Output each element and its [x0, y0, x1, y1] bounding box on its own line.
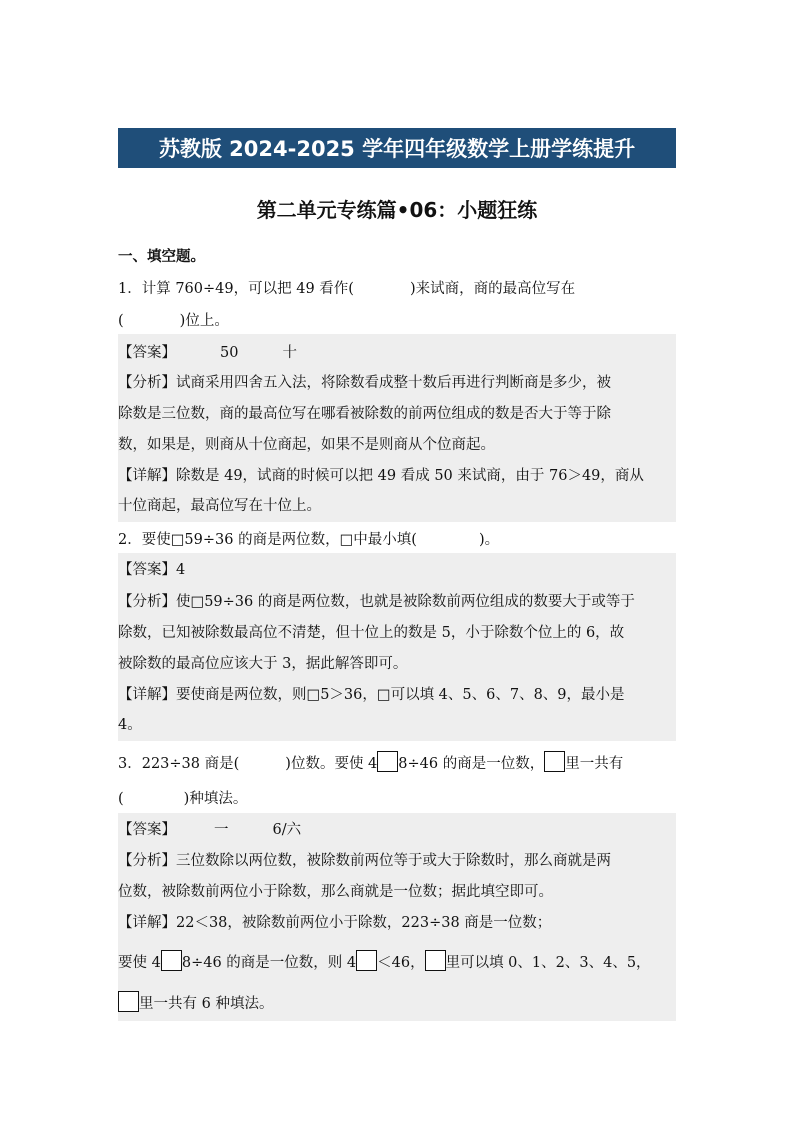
digit-box — [377, 751, 398, 772]
question-2-line-1 — [118, 530, 499, 550]
q2-analysis-line-2: 除数，已知被除数最高位不清楚，但十位上的数是 5，小于除数个位上的 6，故 — [118, 625, 625, 641]
q3-blank-open: ( — [118, 791, 124, 807]
q1-analysis-line-3: 数，如果是，则商从十位商起，如果不是则商从个位商起。 — [118, 437, 495, 453]
q3-text-a: 3．223÷38 商是( — [118, 756, 240, 772]
q3-detail-line-2 — [118, 950, 651, 973]
q3-detail-line-1 — [118, 913, 551, 933]
detail-label: 【详解】 — [118, 687, 176, 703]
analysis-label: 【分析】 — [118, 594, 176, 610]
title-banner — [118, 128, 676, 168]
digit-box — [356, 950, 377, 971]
q1-text-c: )位上。 — [179, 313, 229, 329]
q1-detail-line-1 — [118, 466, 644, 486]
digit-box — [425, 950, 446, 971]
digit-box — [118, 991, 139, 1012]
question-1-line-1 — [118, 279, 575, 299]
q1-answer-1: 50 — [220, 345, 239, 361]
detail-label: 【详解】 — [118, 468, 176, 484]
q1-text-a: 1．计算 760÷49，可以把 49 看作( — [118, 281, 354, 297]
answer-label: 【答案】 — [118, 345, 176, 361]
q2-text-a: 2．要使□59÷36 的商是两位数，□中最小填( — [118, 532, 417, 548]
q3-detail-2d: 里可以填 0、1、2、3、4、5， — [445, 955, 651, 971]
digit-box — [544, 751, 565, 772]
q1-analysis-1: 试商采用四舍五入法，将除数看成整十数后再进行判断商是多少，被 — [176, 375, 611, 391]
question-3-line-2 — [118, 789, 247, 809]
q2-analysis-line-1 — [118, 592, 635, 612]
q1-detail-1: 除数是 49，试商的时候可以把 49 看成 50 来试商，由于 76＞49，商从 — [176, 468, 644, 484]
q3-detail-1: 22＜38，被除数前两位小于除数，223÷38 商是一位数； — [176, 915, 552, 931]
q3-detail-line-3 — [118, 991, 273, 1014]
q1-answer-2: 十 — [282, 345, 297, 361]
q2-analysis-1: 使□59÷36 的商是两位数，也就是被除数前两位组成的数要大于或等于 — [176, 594, 635, 610]
q3-detail-2a: 要使 4 — [118, 955, 161, 971]
q2-detail-1: 要使商是两位数，则□5＞36，□可以填 4、5、6、7、8、9，最小是 — [176, 687, 625, 703]
q2-detail-line-1 — [118, 685, 625, 705]
q3-text-e: )种填法。 — [183, 791, 248, 807]
q3-answer-1: 一 — [214, 822, 229, 838]
analysis-label: 【分析】 — [118, 375, 176, 391]
q3-analysis-line-1 — [118, 851, 611, 871]
q2-analysis-line-3: 被除数的最高位应该大于 3，据此解答即可。 — [118, 656, 408, 672]
digit-box — [161, 950, 182, 971]
q3-text-b: )位数。要使 4 — [285, 756, 378, 772]
banner-title: 苏教版 2024-2025 学年四年级数学上册学练提升 — [158, 137, 636, 161]
q2-detail-line-2: 4。 — [118, 717, 142, 733]
q1-blank-open: ( — [118, 313, 124, 329]
q3-answer-2: 6/六 — [272, 822, 302, 838]
question-1-line-2 — [118, 311, 229, 331]
q3-analysis-1: 三位数除以两位数，被除数前两位等于或大于除数时，那么商就是两 — [176, 853, 611, 869]
section-heading: 一、填空题。 — [118, 249, 205, 265]
q1-analysis-line-1 — [118, 373, 611, 393]
question-2-solution-panel — [118, 553, 676, 741]
q3-detail-3: 里一共有 6 种填法。 — [139, 996, 274, 1012]
q2-text-b: )。 — [478, 532, 500, 548]
q2-answer-1: 4 — [176, 562, 186, 578]
q1-answer-line — [118, 343, 297, 363]
q3-analysis-line-2: 位数，被除数前两位小于除数，那么商就是一位数；据此填空即可。 — [118, 884, 553, 900]
q3-detail-2c: ＜46， — [377, 955, 425, 971]
analysis-label: 【分析】 — [118, 853, 176, 869]
detail-label: 【详解】 — [118, 915, 176, 931]
question-3-line-1 — [118, 751, 623, 774]
q3-answer-line — [118, 820, 301, 840]
q3-text-d: 里一共有 — [565, 756, 624, 772]
q1-detail-line-2: 十位商起，最高位写在十位上。 — [118, 498, 321, 514]
q1-analysis-line-2: 除数是三位数，商的最高位写在哪看被除数的前两位组成的数是否大于等于除 — [118, 406, 611, 422]
q3-detail-2b: 8÷46 的商是一位数，则 4 — [181, 955, 357, 971]
answer-label: 【答案】 — [118, 562, 176, 578]
q3-text-c: 8÷46 的商是一位数， — [398, 756, 545, 772]
q2-answer-line — [118, 560, 185, 580]
answer-label: 【答案】 — [118, 822, 176, 838]
page-subtitle: 第二单元专练篇•06：小题狂练 — [256, 198, 538, 222]
q1-text-b: )来试商，商的最高位写在 — [409, 281, 576, 297]
